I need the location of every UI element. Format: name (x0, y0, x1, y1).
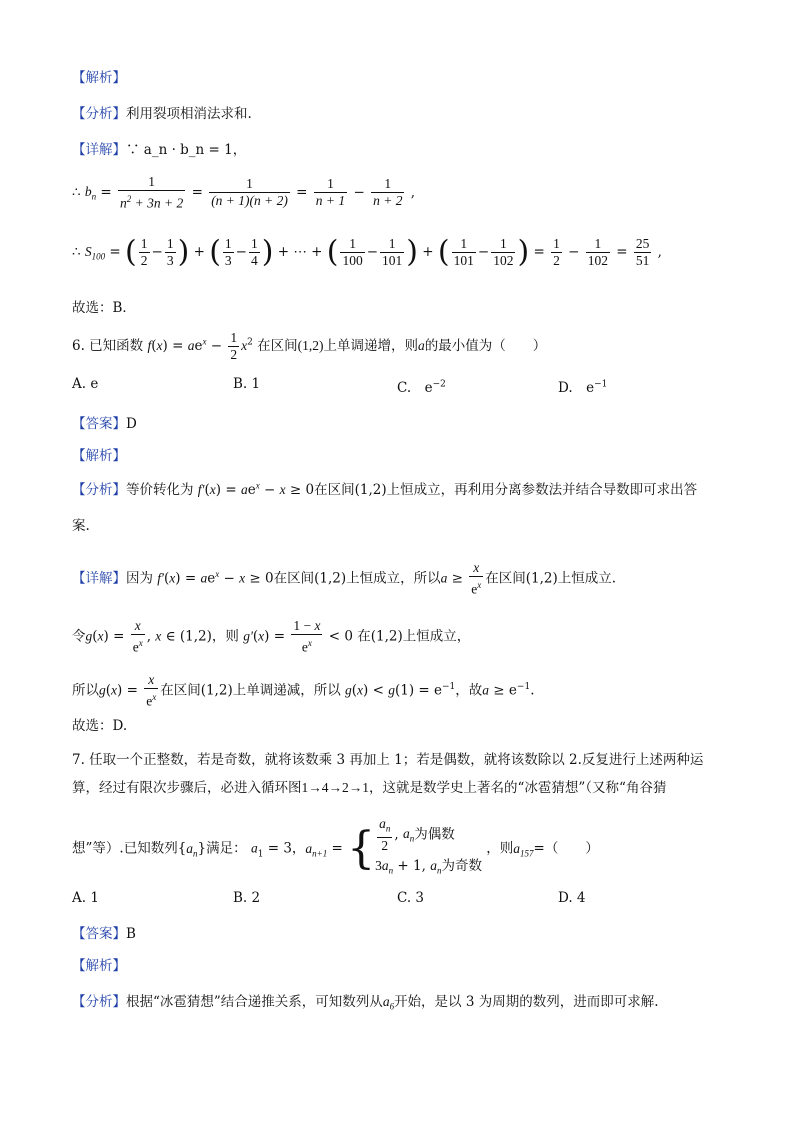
q5-sum-formula: ∴ $S_{100}$ = ( $\frac{1}{2}$ − $\frac{1}{3}$ ) + ( $\frac{1}{3}$ − $\frac{1}{4}$ ) + ⋯ + ( $\frac{1}{100}$ − $\frac{1}{101}$ ) + ( $\frac{1}{101}$ − $\frac{1}{102}$ ) = $\frac{1}{2}$ − $\frac{1}{102}$ = $\frac{25}{51}$ , (72, 234, 662, 270)
q7-option-b: B. 2 (233, 890, 261, 906)
q6-option-b: B. 1 (233, 376, 261, 392)
q7-cycle: 1→4→2→1 (301, 780, 369, 795)
q7-fenxi-line: 【分析】根据“冰雹猜想”结合递推关系，可知数列从$a_6$开始，是以 3 为周期的数列，进而即可求解. (72, 994, 659, 1012)
q6-fenxi-cont: 案. (72, 518, 90, 534)
q6-ling-line: 令g(x) = $\frac{x}{e^x}$ , x ∈ (1,2)，则 g′(x) = $\frac{1 - x}{e^x}$ < 0 在(1,2)上恒成立， (72, 618, 471, 655)
q5-fenxi-line: 【分析】利用裂项相消法求和. (72, 106, 252, 122)
analysis-tag-q6: 【解析】 (72, 448, 126, 464)
q6-option-a: A. e (72, 376, 99, 392)
q6-answer-line: 【答案】D (72, 416, 137, 432)
q7-option-c: C. 3 (397, 890, 425, 906)
q7-stem-2: 算，经过有限次步骤后，必进入循环图1→4→2→1，这就是数学史上著名的“冰雹猜想”（又称“角谷猜 (72, 780, 667, 796)
q6-answer: D (126, 416, 137, 432)
q7-option-d: D. 4 (558, 890, 586, 906)
q7-stem-1: 7. 任取一个正整数，若是奇数，就将该数乘 3 再加上 1；若是偶数，就将该数除以 2.反复进行上述两种运 (72, 752, 704, 768)
q5-fenxi-text: 利用裂项相消法求和. (126, 106, 252, 122)
q6-suoyi-line: 所以g(x) = $\frac{x}{e^x}$ 在区间(1,2)上单调递减，所以 $g(x) < g(1) = e^{-1}$，故$a \ge e^{-1}$. (72, 672, 535, 709)
q5-detail-line: 【详解】∵ a_n · b_n = 1， (72, 142, 247, 158)
analysis-tag-q7: 【解析】 (72, 958, 126, 974)
q7-answer: B (126, 926, 136, 942)
q7-stem-3: 想”等）.已知数列$\{a_n\}$满足： $a_1 = 3$，$a_{n+1}$ = { $\frac{a_n}{2}$ , $a_n$为偶数 $3a_n + 1$, $a_n$为奇数 ，则$a_{157}=$（ ） (72, 816, 599, 876)
q6-detail-line: 【详解】因为 $f'(x) = ae^x - x \ge 0$在区间(1,2)上恒成立，所以a ≥ $\frac{x}{e^x}$ 在区间(1,2)上恒成立. (72, 560, 617, 597)
q6-stem: 6. 已知函数 $f(x) = ae^x$ − $\frac{1}{2}$ $x^2$ 在区间(1,2)上单调递增，则a的最小值为（ ） (72, 330, 547, 362)
q5-choice: 故选：B． (72, 300, 136, 316)
q5-detail-given: ∵ a_n · b_n = 1， (126, 142, 247, 158)
q5-bn-formula: ∴ $b_n$ = $\frac{1}{n^2 + 3n + 2}$ = $\frac{1}{(n + 1)(n + 2)}$ = $\frac{1}{n + 1}$ − $\frac{1}{n + 2}$ , (72, 174, 416, 211)
analysis-tag-q5: 【解析】 (72, 70, 126, 86)
q7-answer-line: 【答案】B (72, 926, 136, 942)
q7-option-a: A. 1 (72, 890, 99, 906)
q6-fenxi-line: 【分析】等价转化为 $f'(x) = ae^x - x \ge 0$在区间(1,2)上恒成立，再利用分离参数法并结合导数即可求出答 (72, 480, 698, 498)
q6-option-c: C. $e^{-2}$ (397, 379, 446, 396)
q6-choice: 故选：D. (72, 718, 128, 734)
q6-option-d: D. $e^{-1}$ (558, 379, 608, 396)
